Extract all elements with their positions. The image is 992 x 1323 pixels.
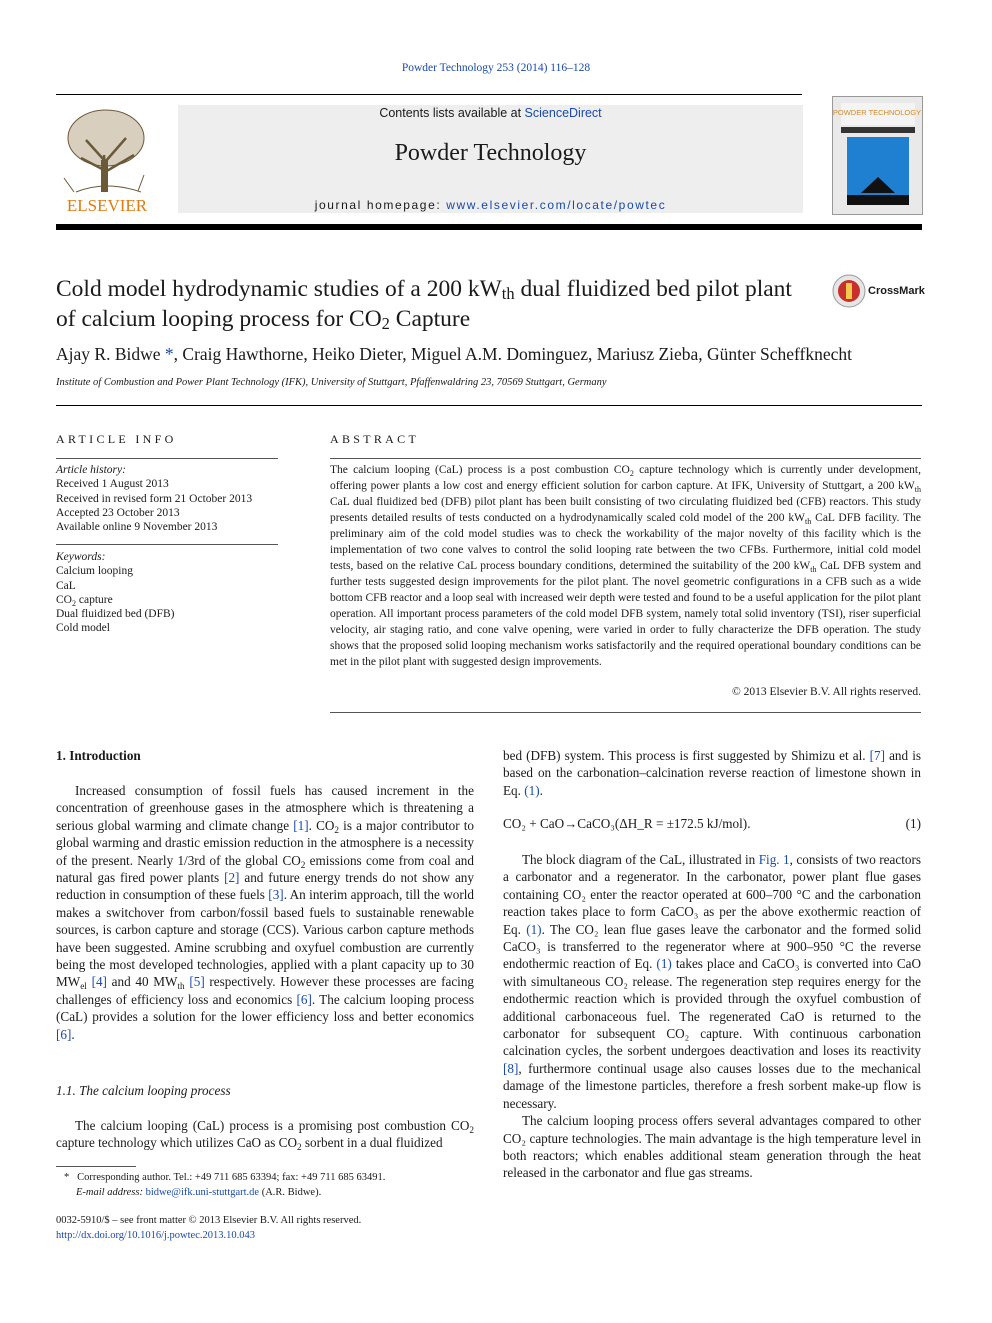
ref-5[interactable]: [5] — [189, 974, 205, 990]
header-rule — [56, 94, 802, 95]
keyword: $CO_2$ capture — [56, 593, 113, 608]
ref-7[interactable]: [7] — [869, 748, 885, 763]
intro-paragraph: Increased consumption of fossil fuels has caused increment in the concentration of greenhouse gases in the atmosphere which is threatening a serious global warming and climate change [1]. $CO_2$ is a major contributor to global warming and drastic emission reduction in the atmosphere is a necessity of the present. Nearly 1/3rd of the global $CO_2$ emissions come from coal and natural gas fired power plants [2] and future energy trends do not show any reduction in consumption of these fuels [3]. An interim approach, till the world makes a switchover from carbon/fossil based fuels to sustainable renewable sources, is carbon capture and storage (CCS). Various carbon capture methods have been suggested. Amine scrubbing and oxyfuel combustion are currently being the most developed technologies, applied with a plant capacity up to 30 $MW_{el}$ [4] and 40 $MW_{th}$ [5] respectively. However these processes are facing challenges of efficiency loss and economics [6]. The calcium looping process (CaL) provides a solution for the lower efficiency loss and better economics [6]. — [56, 783, 475, 1042]
homepage-link[interactable]: www.elsevier.com/locate/powtec — [446, 198, 667, 212]
ref-6[interactable]: [6] — [296, 991, 312, 1007]
article-history: Article history: Received 1 August 2013 Received in revised form 21 October 2013 Accepted 23 October 2013 Available online 9 November 2013 — [56, 464, 253, 534]
keyword: Calcium looping — [56, 565, 133, 578]
corresponding-author-mark[interactable]: * — [164, 344, 174, 364]
cal-paragraph: The calcium looping (CaL) process is a promising post combustion $CO_2$ capture technology which utilizes CaO as $CO_2$ sorbent in a dual fluidized — [56, 1118, 474, 1153]
title-rule — [56, 405, 922, 406]
journal-title: Powder Technology — [394, 140, 587, 166]
cover-title: POWDER TECHNOLOGY — [833, 108, 922, 117]
eq-ref[interactable]: (1) — [526, 921, 542, 937]
ref-3[interactable]: [3] — [268, 887, 284, 903]
header-thick-rule — [56, 224, 922, 230]
fig-1-link[interactable]: Fig. 1 — [758, 852, 790, 867]
article-info-heading: ARTICLE INFO — [56, 432, 177, 446]
section-heading-introduction: 1. Introduction — [56, 748, 141, 763]
sciencedirect-link[interactable]: ScienceDirect — [524, 106, 602, 120]
keyword: Dual fluidized bed (DFB) — [56, 608, 175, 621]
copyright: © 2013 Elsevier B.V. All rights reserved. — [732, 686, 921, 698]
authors: Ajay R. Bidwe *, Craig Hawthorne, Heiko Dieter, Miguel A.M. Dominguez, Mariusz Zieba, Günter Scheffknecht — [56, 344, 853, 364]
contents-line: Contents lists available at ScienceDirect — [379, 106, 602, 120]
ref-4[interactable]: [4] — [91, 974, 107, 990]
crossmark-label: CrossMark — [868, 285, 925, 297]
equation-1: CO₂ + CaO→CaCO₃(ΔH_R = ±172.5 kJ/mol). — [503, 816, 751, 831]
elsevier-wordmark: ELSEVIER — [66, 196, 148, 215]
affiliation: Institute of Combustion and Power Plant Technology (IFK), University of Stuttgart, Pfaffenwaldring 23, 70569 Stuttgart, Germany — [56, 377, 607, 388]
subsection-heading: 1.1. The calcium looping process — [56, 1083, 231, 1098]
right-para-1: The block diagram of the CaL, illustrated in Fig. 1, consists of two reactors a carbonator and a regenerator. In the carbonator, power plant flue gases containing CO₂ enter the reactor operated at 600–700 °C and the carbonation reaction takes place to form CaCO₃ as per the above exothermic reaction of Eq. (1). The CO₂ lean flue gases leave the carbonator and the formed solid CaCO₃ is transferred to the regenerator where at 900–950 °C the reverse endothermic reaction of Eq. (1) takes place and CaCO₃ is converted into CaO with simultaneous CO₂ release. The regeneration step requires energy for the endothermic reaction which is provided through the oxyfuel combustion of additional carbonaceous fuel. The regenerated CaO is returned to the carbonator for subsequent CO₂ capture. With continuous carbonation calcination cycles, the sorbent undergoes deactivation and loses its reactivity [8], furthermore continual usage also causes losses due to the mechanical damage of the limestone particles, therefore a fresh sorbent make-up flow is necessary. The calcium looping process offers several advantages compared to other CO₂ capture technologies. The main advantage is the high temperature level in both reactors; which enables additional steam generation through the heat released in the carbonator and flue gas streams. — [503, 852, 922, 1181]
ref-2[interactable]: [2] — [224, 870, 240, 886]
equation-number: (1) — [905, 816, 921, 831]
keyword: Cold model — [56, 622, 110, 635]
footnote: * Corresponding author. Tel.: +49 711 685 63394; fax: +49 711 685 63491. E-mail address: bidwe@ifk.uni-stuttgart.de (A.R. Bidwe). — [64, 1172, 386, 1198]
doi-link[interactable]: http://dx.doi.org/10.1016/j.powtec.2013.10.043 — [56, 1230, 256, 1241]
elsevier-logo — [56, 100, 158, 215]
crossmark-badge[interactable] — [832, 274, 932, 310]
eq-ref[interactable]: (1) — [524, 782, 540, 798]
article-title: Cold model hydrodynamic studies of a 200 $kW_{th}$ dual fluidized bed pilot plant of calcium looping process for $CO_2$ Capture — [56, 276, 792, 333]
eq-ref[interactable]: (1) — [656, 956, 672, 972]
right-para-2: The calcium looping process offers several advantages compared to other CO₂ capture technologies. The main advantage is the high temperature level in both reactors; which enables additional steam generation through the heat released in the carbonator and flue gas streams. — [503, 1113, 921, 1181]
abstract-text: The calcium looping (CaL) process is a post combustion $CO_2$ capture technology which is currently under development, offering power plants a low cost and energy efficient solution for carbon capture. At IFK, University of Stuttgart, a 200 $kW_{th}$ CaL dual fluidized bed (DFB) pilot plant has been built consisting of two circulating fluidized bed (CFB) reactors. This study presents detailed results of tests conducted on a hydrodynamically scaled cold model of the 200 $kW_{th}$ CaL DFB facility. The preliminary aim of the cold model studies was to check the workability of the major novelty of this facility which is the implementation of two cone valves to control the solid looping rate between the two CFBs. Furthermore, initial cold model tests, based on the relative CaL process boundary conditions, determined the suitability of the 200 $kW_{th}$ CaL DFB system and further tests suggested design improvements for the pilot plant. The novel geometric configurations in a CFB such as a wide bottom CFB reactor and a loop seal with increased weir depth were tested and found to be a useful application for the pilot plant operation. All important process parameters of the cold model DFB system, namely total solid inventory (TSI), riser superficial velocity, air staging ratio, and cone valve opening, were varied in order to fully characterize the DFB operation. The study shows that the proposed solid looping mechanism works satisfactorily and the required operational boundary conditions can be met in the pilot plant with suggested design improvements. — [330, 464, 921, 668]
abstract-bottom-rule — [330, 712, 921, 713]
abstract-rule — [330, 458, 921, 459]
keyword: CaL — [56, 579, 76, 592]
email-link[interactable]: bidwe@ifk.uni-stuttgart.de — [145, 1187, 260, 1198]
ref-1[interactable]: [1] — [293, 817, 309, 833]
abstract-heading: ABSTRACT — [330, 432, 420, 446]
keywords: Keywords: Calcium looping CaL $CO_2$ capture Dual fluidized bed (DFB) Cold model — [56, 550, 278, 636]
keywords-rule — [56, 544, 278, 545]
crossmark-icon — [832, 274, 866, 308]
journal-cover — [832, 96, 923, 215]
journal-citation[interactable]: Powder Technology 253 (2014) 116–128 — [401, 62, 591, 74]
article-info-rule — [56, 458, 278, 459]
ref-8[interactable]: [8] — [503, 1060, 519, 1076]
ref-6b[interactable]: [6] — [56, 1026, 72, 1042]
front-matter: 0032-5910/$ – see front matter © 2013 Elsevier B.V. All rights reserved. http://dx.doi.org/10.1016/j.powtec.2013.10.043 — [56, 1215, 362, 1241]
journal-homepage: journal homepage: www.elsevier.com/locate/powtec — [314, 198, 667, 212]
footnote-rule — [56, 1166, 136, 1167]
right-para-0: bed (DFB) system. This process is first suggested by Shimizu et al. [7] and is based on the carbonation–calcination reverse reaction of limestone shown in Eq. (1). — [503, 748, 921, 798]
